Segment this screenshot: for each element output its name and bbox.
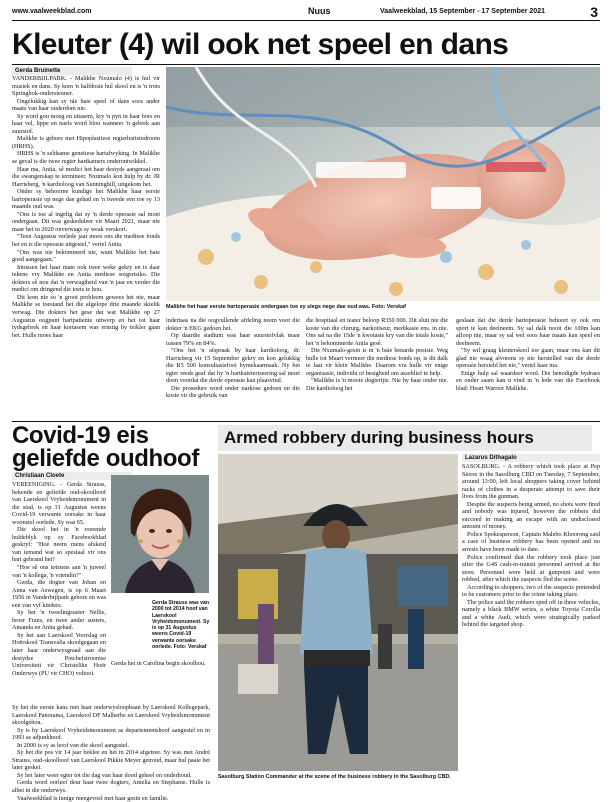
paragraph: "Ons het 'n afspraak by haar kardioloog, dr. Harrisberg vir 15 September gekry en kon gelukkig die R5 500 konsultasiefooi bymekaarmaak. Ny het egter reeds geaf dat hy 'n hartkateteriseering sal moet doen voordat die derde operasie kan plaasvind. — [166, 347, 300, 385]
page-header — [12, 6, 598, 18]
paragraph: Malikhe is gebore met Hipoplastiese regterhartsindroom (HRHS). — [12, 135, 160, 150]
paragraph: The police said the robbers sped off in three vehicles, namely a black BMW series, a white Toyota Corolla and a white Audi, which were strategically parked behind the targeted shop. — [462, 598, 600, 629]
paragraph: VANDERBIJLPARK. - Malikhe Nxumalo (4) is hul vir musiek en dans. Sy kom 'n halfdosie hul skool en is 'n trots Springbok-ondersteuner. — [12, 75, 160, 98]
paragraph: Gerda het in Carolina begin skoolhou. — [111, 660, 206, 667]
covid-headline: Covid-19 eis geliefde oudhoof — [12, 422, 199, 472]
paragraph: Gerda, die dogter van Johan en Anna van Aswegen, is op 6 Maart 1956 in Vanderbijlpark gebore en was een van vyf kinders. — [12, 579, 106, 609]
paragraph: Sy word gou moeg en uitasem, kry 'n pyn in haar bors en haar vel, lippe en naels word blou wanneer 'n gebrek aan suurstof. — [12, 112, 160, 135]
covid-col-left — [12, 481, 106, 700]
paragraph: Sy is by Laerskool Vryheidsmonument as departementshoof aangestel en in 1993 as adjunkhoof. — [12, 726, 210, 742]
section-name: Nuus — [308, 6, 331, 16]
main-byline: Gerda Bruinette — [12, 67, 132, 75]
paragraph: Vaalweekblad is innige meegevoel met haar gesin en familie. — [17, 794, 169, 802]
paragraph: VEREENIGING. - Gerda Strauss, bekende en geliefde oud-skoolhoof van Laerskool Vryheidsmonument in die stad, is op 31 Augustus weens Covid-19 verwante oorsake in haar woonstel oorlede. Sy was 65. — [12, 481, 106, 526]
paragraph: Op daardie stadium was haar suurstofvlak maar tussen 79% en 84%. — [166, 332, 300, 347]
paragraph: die hospitaal en teater beloop R350 000. Dit sluit nie die koste van die chirurg, narkotiseur, medikasie ens. in nie. Ons sal na die 15de 'n kwotasie kry van die totale koste," het 'n bekommerde Anita gesê. — [306, 317, 448, 347]
site-url[interactable]: www.vaalweekblad.com — [12, 8, 92, 15]
paragraph: Onder sy behoorne kundige het Malikhe haar eerste hartoperasie op nege dae gehad en 'n tweede een toe sy 13 maande oud was. — [12, 188, 160, 211]
paragraph: Sy het die pos vir 14 jaar beklee en het in 2014 afgetree. Sy was met André Strauss, oud-skoolhoof van Laerskool Pikkie Meyer getroud, maar hul paaie het later geskei. — [12, 749, 210, 772]
paragraph: "Hoe sê ons totsiens aan 'n juweel van 'n kollega, 'n vriendin?" — [12, 564, 106, 579]
paragraph: Despite the suspects being armed, no shots were fired and nobody was injured, however the robbers did succeed in making an escape with an undisclosed amount of money. — [462, 500, 600, 531]
paragraph: Sy het later weer egter tot die dag van haar dood geheel en onderhoud. — [17, 771, 192, 779]
paragraph: HRHS is 'n seldsame genetiese hartafwyking. In Malikhe se geval is die twee regter hartkamers onderontwikkel. — [12, 150, 160, 166]
covid-byline: Christiaan Cloete — [12, 472, 132, 480]
baby-photo — [166, 67, 600, 301]
paragraph: "Ons was nie bekommerd nie, want Malikhe het baie goed aangegaan." — [12, 248, 160, 264]
issue-date: Vaalweekblad, 15 September - 17 September 2021 — [380, 8, 545, 15]
paragraph: Gerda word oorleef deur haar twee dogters, Amelia en Stephanie. Hulle is albei in die onderwys. — [12, 779, 210, 795]
paragraph: Die prosedure word onder narkose gedoen en die koste vir die gebruik van — [166, 384, 300, 400]
main-col-3 — [306, 317, 448, 420]
paragraph: Die skool het in 'n roerende huldeblyk op sy Facebookblad geskryf: "Hoe neem mens afskeid van iemand wat so spesiaal vir ons hart gebrand het? — [12, 526, 106, 564]
paragraph: geslaan dat die derde hartoperasie behoort sy ook om sport te kan deelneem. Sy sal dalk nooit die 100m kan afloop nie, maar sy sal wel soos haar maats kan speel en deelneem. — [456, 317, 600, 347]
covid-caption-tail — [111, 660, 209, 668]
paragraph: Police confirmed that the robbery took place just after the G4S cash-in-transit personnel arrived at the store. Personnel were held at gunpoint and were robbed, after which the suspects fled the scene. — [462, 553, 600, 584]
portrait-image — [111, 475, 209, 593]
paragraph: According to shoppers, two of the suspects pretended to be customers prior to the crime taking place. — [462, 583, 600, 599]
main-col-2 — [166, 317, 300, 420]
police-scene-image — [218, 454, 458, 771]
paragraph: Sy het die eerste kans met haar onderwysloopbaan by Laerskool Kollegepark, Laerskool Panorama, Laerskool DF Malherbe en Laerskool Vryheidsmonument skoolgehou. — [12, 704, 210, 727]
baby-photo-caption: Malikhe het haar eerste hartoperasie ondergaan toe sy slegs nege dae oud was. Foto: Verskaf — [166, 304, 406, 310]
paragraph: "Sy wil graag kleuterskool toe gaan, maar ons kan dit glad nie waag alvorens sy nie herstelled van die derde operasie hersteld het nie," vertel haar ma. — [456, 347, 600, 370]
paragraph: "Malikhe is 'n mooie dogtertjie. Nie hy haar onder nie. Die kardioloog het — [306, 377, 448, 392]
baby-incubator-image — [166, 67, 600, 301]
paragraph: Enige hulp sal waardeer word. Die benodigde bydraes en onder saam kan u vind in 'n lede van die Facebook blad: Heart Warrior Malikhe. — [456, 369, 600, 392]
headline-rule — [12, 64, 600, 65]
paragraph: "Ons is toe al ingelig dat sy 'n derde operasie sal moet ondergaan. Dit was geskeduleer vir Maart 2021, maar nie maar het in 2020 onverwags sy weak verskort. — [12, 210, 160, 233]
header-rule — [12, 20, 600, 21]
covid-col-bottom — [12, 704, 210, 802]
paragraph: In 2000 is sy as hoof van die skool aangestel. — [17, 741, 130, 749]
paragraph: indertaas na die oogvullende afdeling neem voor die dokter 'n EKG gedoen het. — [166, 317, 300, 332]
page-number: 3 — [590, 4, 598, 20]
paragraph: "Teen Augustus verlede jaar moes ons die mediese fonds het en is die operasie uitgestel," vertel Anita. — [12, 233, 160, 249]
paragraph: Dit kom nie so 'n groot probleem gewees het nie, maar Malikhe se toestand het die afgelope drie maande skielik verwag. Die dokters het gese dat wat Malikhe op 27 Augustus oogpunt hartpatiente uitwerp en het tot haar tydsgebrek en haar kortasem was ernstig by teikler gaan het. Hulle moes haar — [12, 293, 160, 339]
gerda-portrait-caption: Gerda Strauss was van 2000 tot 2014 hoof van Laerskool Vryheidsmonument. Sy is op 31 Augustus weens Covid-19 verwante oorsake oorlede. Foto: Verskaf — [152, 600, 210, 651]
paragraph: Ongelukkig kan sy nie baie speel of dans soos ander maats van haar ouderdom nie. — [12, 97, 160, 113]
robbery-photo — [218, 454, 458, 771]
main-col-1 — [12, 75, 160, 420]
robbery-col — [462, 463, 600, 787]
paragraph: Die Nxumalo-gesin is in 'n baie benarde posisie. Weg hulle tot Maart vermeer die mediese fonds op, is dit dalk te laat vir klein Malikhe. Daarom vra hulle vir enige organisasie, individu of besigheid om asseblief te help. — [306, 347, 448, 377]
robbery-headline: Armed robbery during business hours — [218, 425, 592, 451]
gerda-portrait — [111, 475, 209, 593]
main-headline: Kleuter (4) wil ook net speel en dans — [12, 28, 509, 61]
paragraph: SASOLBURG. - A robbery which took place at Pep Stores in the Sasolburg CBD on Tuesday, 7 September, around 13:00, left local shoppers taking cover behind racks of clothes in a desperate attempt to save their lives from the gunman. — [462, 463, 600, 501]
main-col-4 — [456, 317, 600, 420]
paragraph: Police Spokesperson, Captain Malebo Khoorong said a case of business robbery has been opened and no arrests have been made to date. — [462, 530, 600, 554]
robbery-photo-caption: Sasolburg Station Commander at the scene of the business robbery in the Sasolburg CBD. — [218, 774, 451, 780]
paragraph: Sy het aan Laerskool Voorslag en Hoërskool Transvalia skoolgegaan en later haar onderwysgraad aan die destydse Potchefstroomse Universiteit vir Christelike Hoër Onderwys (PU vir CHO) voltooi. — [12, 631, 106, 677]
paragraph: Haar ma, Anita, sê medici het haar destyds aangeraai om die swangerskap te termineer. Nxumalo kon hulp by dr. JR Harrisberg, 'n kardioloog van Sunninghill, uitgekom het. — [12, 165, 160, 188]
paragraph: Sy het 'n tweelingsuster Nellie, broer Frans, en twee ander susters, Amanda en Anita gehad. — [12, 609, 106, 632]
robbery-byline: Lazarus Dithagalo — [462, 454, 600, 462]
paragraph: Intussen het haar mate ook twee weke gekry en is daar tekens vry Malikhe en Anita mediese sorgsrisiko. Die dokters sê nou dat 'n verwagtheid van 'n jaar en verder die medici om dringend die toets te hou. — [12, 263, 160, 294]
